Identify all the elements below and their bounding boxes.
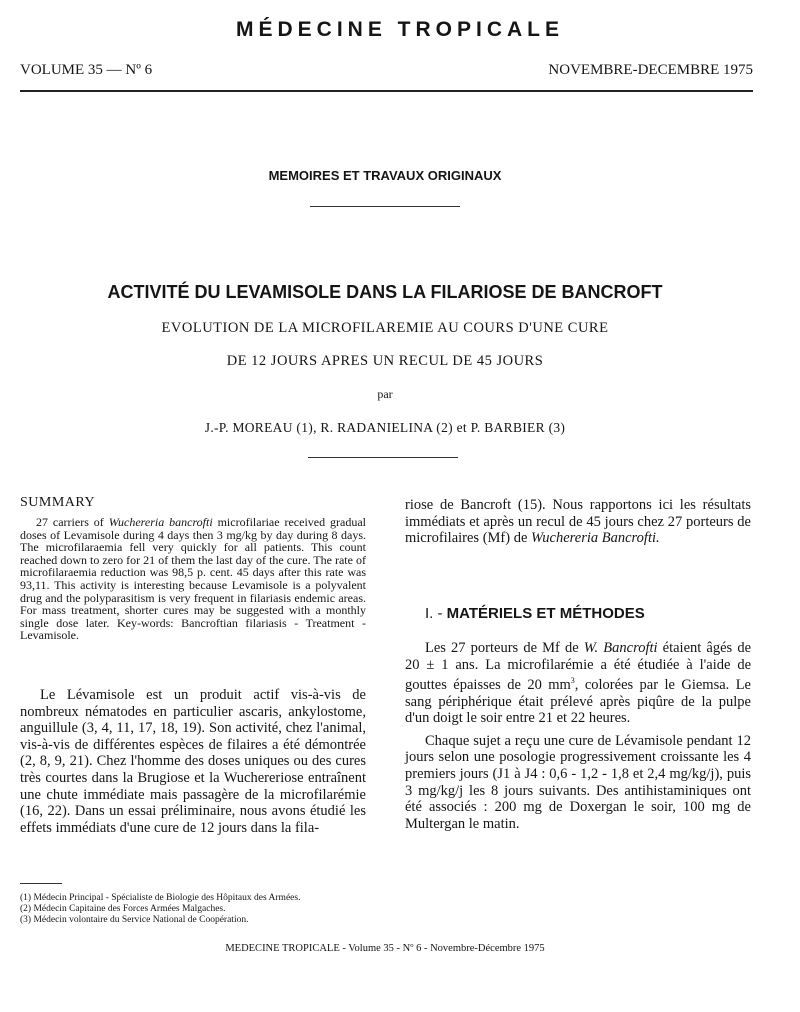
issue-date: NOVEMBRE-DECEMBRE 1975 [548, 62, 753, 78]
title-divider [308, 457, 458, 458]
methods-p1-species: W. Bancrofti [583, 640, 658, 656]
footnote-2: (2) Médecin Capitaine des Forces Armées Malgaches. [20, 904, 226, 914]
footnote-3: (3) Médecin volontaire du Service National de Coopération. [20, 915, 249, 925]
header-rule [20, 90, 753, 92]
author-list: J.-P. MOREAU (1), R. RADANIELINA (2) et P. BARBIER (3) [204, 420, 566, 435]
introduction-continuation [405, 497, 751, 547]
article-subtitle-line-1: EVOLUTION DE LA MICROFILAREMIE AU COURS D'UNE CURE [161, 320, 609, 336]
methods-p1-text-a: Les 27 porteurs de Mf de [425, 640, 584, 656]
volume-number: VOLUME 35 — Nº 6 [20, 62, 153, 78]
summary-text-a: 27 carriers of [36, 515, 109, 529]
intro-cont-species: Wuchereria Bancrofti. [531, 530, 660, 547]
summary-text [20, 516, 366, 642]
introduction-paragraph: Le Lévamisole est un produit actif vis-à-vis de nombreux nématodes en particulier ascaris, ankylostome, anguillule (3, 4, 11, 17, 18, 19). Son activité, chez l'animal, vis-à-vis de différentes espèces de filaires a été démontrée (2, 8, 9, 21). Chez l'homme des doses uniques ou des cures très courtes dans la Brugiose et la Wuchereriose entraînent une chute immédiate mais passagère de la microfilarémie (16, 22). Dans un essai préliminaire, nous avons étudié les effets immédiats d'une cure de 12 jours dans la fila- [20, 687, 366, 836]
methods-body [405, 640, 751, 832]
article-subtitle-line-2: DE 12 JOURS APRES UN RECUL DE 45 JOURS [226, 353, 544, 369]
methods-heading [425, 605, 645, 622]
methods-p1-text-c: , colorées par le Giemsa. Le sang périphérique était prélevé après piqûre de la pulpe d'un doigt le soir entre 21 et 22 heures. [405, 677, 751, 727]
section-heading: MEMOIRES ET TRAVAUX ORIGINAUX [268, 168, 502, 183]
summary-heading: SUMMARY [20, 495, 96, 510]
running-footer: MEDECINE TROPICALE - Volume 35 - Nº 6 - Novembre-Décembre 1975 [225, 943, 545, 954]
footnote-1: (1) Médecin Principal - Spécialiste de Biologie des Hôpitaux des Armées. [20, 893, 301, 903]
article-title: ACTIVITÉ DU LEVAMISOLE DANS LA FILARIOSE DE BANCROFT [107, 282, 663, 302]
methods-title: MATÉRIELS ET MÉTHODES [446, 605, 645, 622]
methods-p1-text-b: étaient âgés de 20 ± 1 ans. La microfilarémie a été étudiée à l'aide de gouttes épaisses de 20 mm [405, 640, 751, 694]
footnotes [20, 893, 300, 926]
summary-text-b: microfilariae received gradual doses of Levamisole during 4 days then 3 mg/kg by day during 8 days. The microfilaraemia fell very quickly for all patients. This count reached down to zero for 21 of them the last day of the cure. The rate of microfilaraemia reduction was 98,5 p. cent. 45 days after this rate was 93,11. This activity is interesting because Levamisole is a polyvalent drug and the polyparasitism is very frequent in filariasis endemic areas. For mass treatment, shorter cures may be suggested with a monthly single dose later. Key-words: Bancroftian filariasis - Treatment - Levamisole. [20, 515, 366, 643]
methods-paragraph-2: Chaque sujet a reçu une cure de Lévamisole pendant 12 jours selon une posologie progressivement croissante les 4 premiers jours (J1 à J4 : 0,6 - 1,2 - 1,8 et 2,4 mg/kg/j), puis 3 mg/kg/j les 8 jours suivants. Des antihistaminiques ont été associés : 200 mg de Doxergan le soir, 100 mg de Multergan le matin. [405, 732, 751, 832]
journal-title: MÉDECINE TROPICALE [235, 18, 564, 41]
summary-species: Wuchereria bancrofti [108, 515, 213, 529]
methods-p1-superscript: 3 [570, 676, 575, 686]
byline-par: par [377, 387, 393, 401]
section-divider [310, 206, 460, 207]
intro-cont-text: riose de Bancroft (15). Nous rapportons ici les résultats immédiats et après un recul de 45 jours chez 27 porteurs de microfilaires (Mf) de [405, 497, 751, 547]
methods-paragraph-1 [405, 640, 751, 727]
methods-number: I. - [425, 605, 443, 622]
footnote-rule [20, 883, 62, 884]
